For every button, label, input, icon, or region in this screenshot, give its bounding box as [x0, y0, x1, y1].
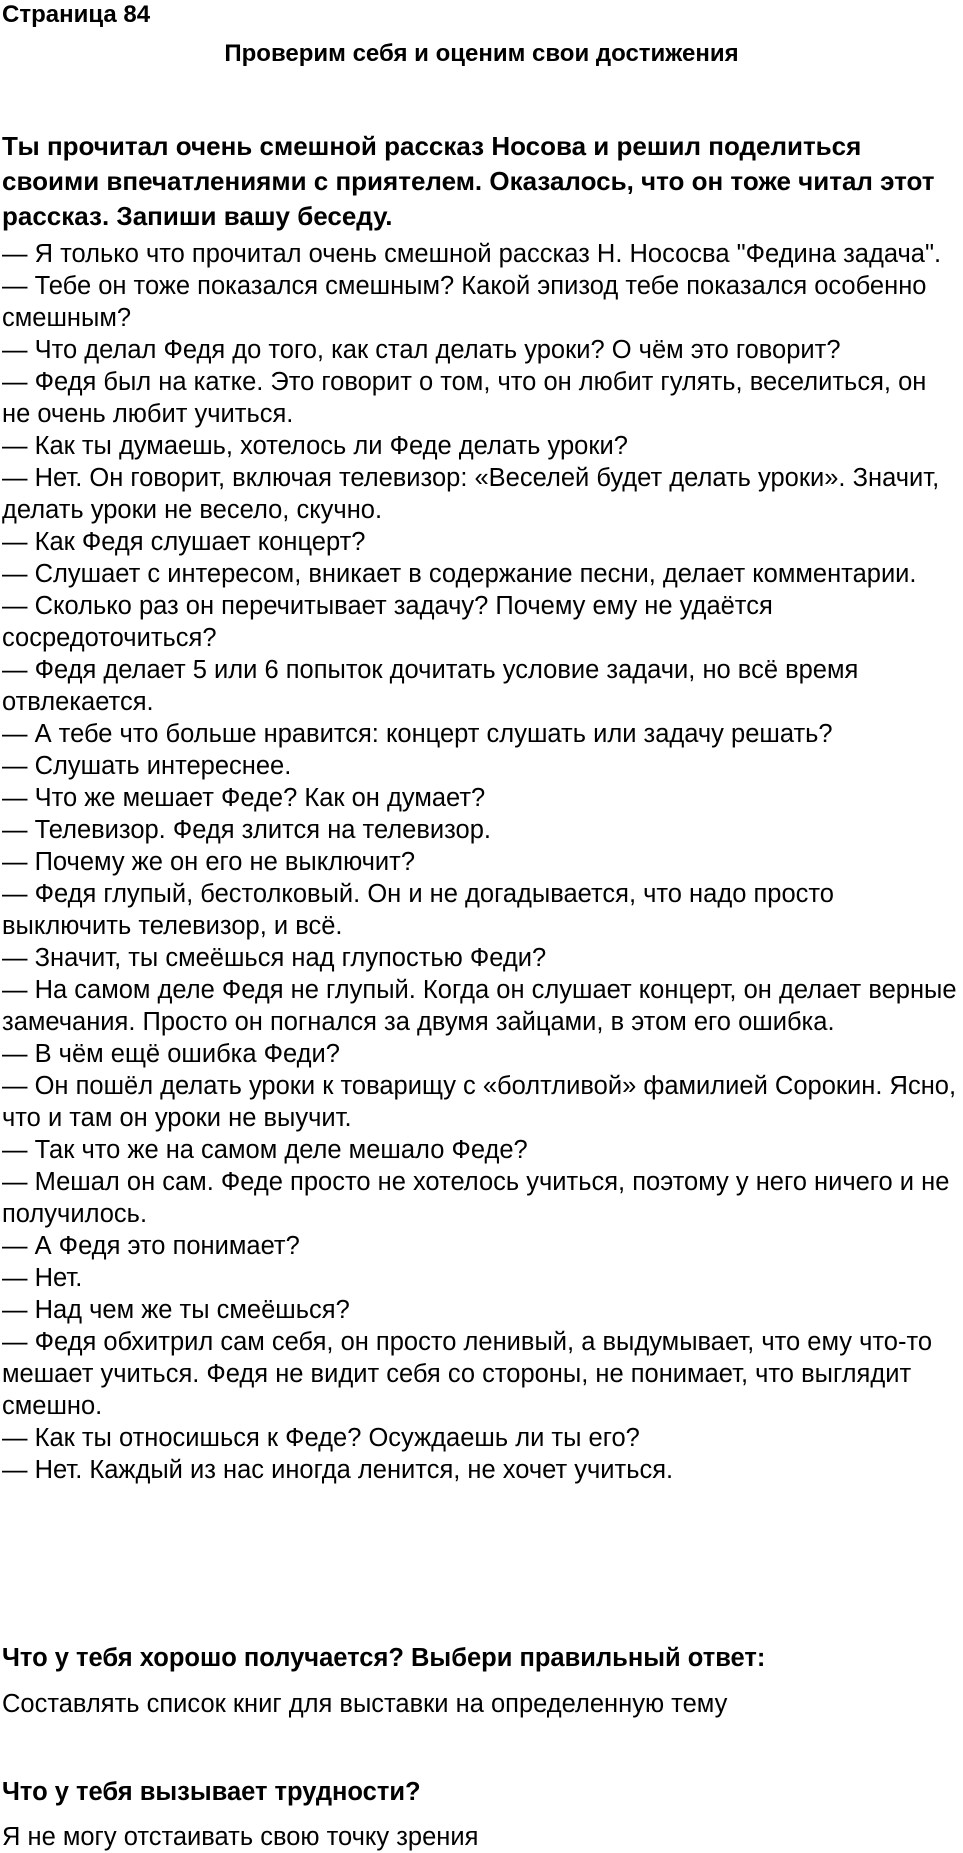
- dialogue-line: — Как ты относишься к Феде? Осуждаешь ли ты его?: [2, 1424, 640, 1452]
- page-number: Страница 84: [2, 1, 151, 28]
- dialogue-list: [2, 238, 957, 1486]
- dialogue-line: — Он пошёл делать уроки к товарищу с «болтливой» фамилией Сорокин. Ясно, что и там он уроки не выучит.: [2, 1072, 957, 1132]
- dialogue-line: — Сколько раз он перечитывает задачу? Почему ему не удаётся сосредоточиться?: [2, 592, 773, 652]
- answer-hard: Я не могу отстаивать свою точку зрения: [2, 1823, 479, 1851]
- dialogue-line: — Федя обхитрил сам себя, он просто ленивый, а выдумывает, что ему что-то мешает учиться. Федя не видит себя со стороны, не понимает, что выглядит смешно.: [2, 1328, 933, 1420]
- dialogue-line: — Нет. Каждый из нас иногда ленится, не хочет учиться.: [2, 1456, 674, 1484]
- dialogue-line: — Я только что прочитал очень смешной рассказ Н. Нососва "Федина задача".: [2, 240, 942, 268]
- dialogue-line: — Федя делает 5 или 6 попыток дочитать условие задачи, но всё время отвлекается.: [2, 656, 859, 716]
- dialogue-line: — Федя глупый, бестолковый. Он и не догадывается, что надо просто выключить телевизор, и всё.: [2, 880, 834, 940]
- dialogue-line: — Так что же на самом деле мешало Феде?: [2, 1136, 528, 1164]
- dialogue-line: — Значит, ты смеёшься над глупостью Феди?: [2, 944, 547, 972]
- dialogue-line: — Нет. Он говорит, включая телевизор: «Веселей будет делать уроки». Значит, делать уроки не весело, скучно.: [2, 464, 940, 524]
- dialogue-line: — Слушать интереснее.: [2, 752, 292, 780]
- dialogue-line: — Как ты думаешь, хотелось ли Феде делать уроки?: [2, 432, 628, 460]
- dialogue-line: — Как Федя слушает концерт?: [2, 528, 366, 556]
- dialogue-line: — Что делал Федя до того, как стал делать уроки? О чём это говорит?: [2, 336, 841, 364]
- question-good-heading: Что у тебя хорошо получается? Выбери правильный ответ:: [2, 1644, 766, 1672]
- dialogue-line: — Мешал он сам. Феде просто не хотелось учиться, поэтому у него ничего и не получилось.: [2, 1168, 950, 1228]
- dialogue-line: — Почему же он его не выключит?: [2, 848, 416, 876]
- dialogue-line: — А Федя это понимает?: [2, 1232, 300, 1260]
- dialogue-line: — Нет.: [2, 1264, 83, 1292]
- page-title: Проверим себя и оценим свои достижения: [224, 40, 739, 67]
- dialogue-line: — В чём ещё ошибка Феди?: [2, 1040, 340, 1068]
- dialogue-line: — На самом деле Федя не глупый. Когда он слушает концерт, он делает верные замечания. Просто он погнался за двумя зайцами, в этом его ошибка.: [2, 976, 957, 1036]
- answer-good: Составлять список книг для выставки на определенную тему: [2, 1690, 728, 1718]
- dialogue-line: — Тебе он тоже показался смешным? Какой эпизод тебе показался особенно смешным?: [2, 272, 927, 332]
- task-heading: Ты прочитал очень смешной рассказ Носова и решил поделиться своими впечатлениями с приятелем. Оказалось, что он тоже читал этот рассказ. Запиши вашу беседу.: [2, 131, 935, 231]
- dialogue-line: — А тебе что больше нравится: концерт слушать или задачу решать?: [2, 720, 833, 748]
- dialogue-line: — Федя был на катке. Это говорит о том, что он любит гулять, веселиться, он не очень любит учиться.: [2, 368, 927, 428]
- dialogue-line: — Что же мешает Феде? Как он думает?: [2, 784, 486, 812]
- dialogue-line: — Телевизор. Федя злится на телевизор.: [2, 816, 491, 844]
- dialogue-line: — Над чем же ты смеёшься?: [2, 1296, 350, 1324]
- dialogue-line: — Слушает с интересом, вникает в содержание песни, делает комментарии.: [2, 560, 917, 588]
- question-hard-heading: Что у тебя вызывает трудности?: [2, 1778, 421, 1806]
